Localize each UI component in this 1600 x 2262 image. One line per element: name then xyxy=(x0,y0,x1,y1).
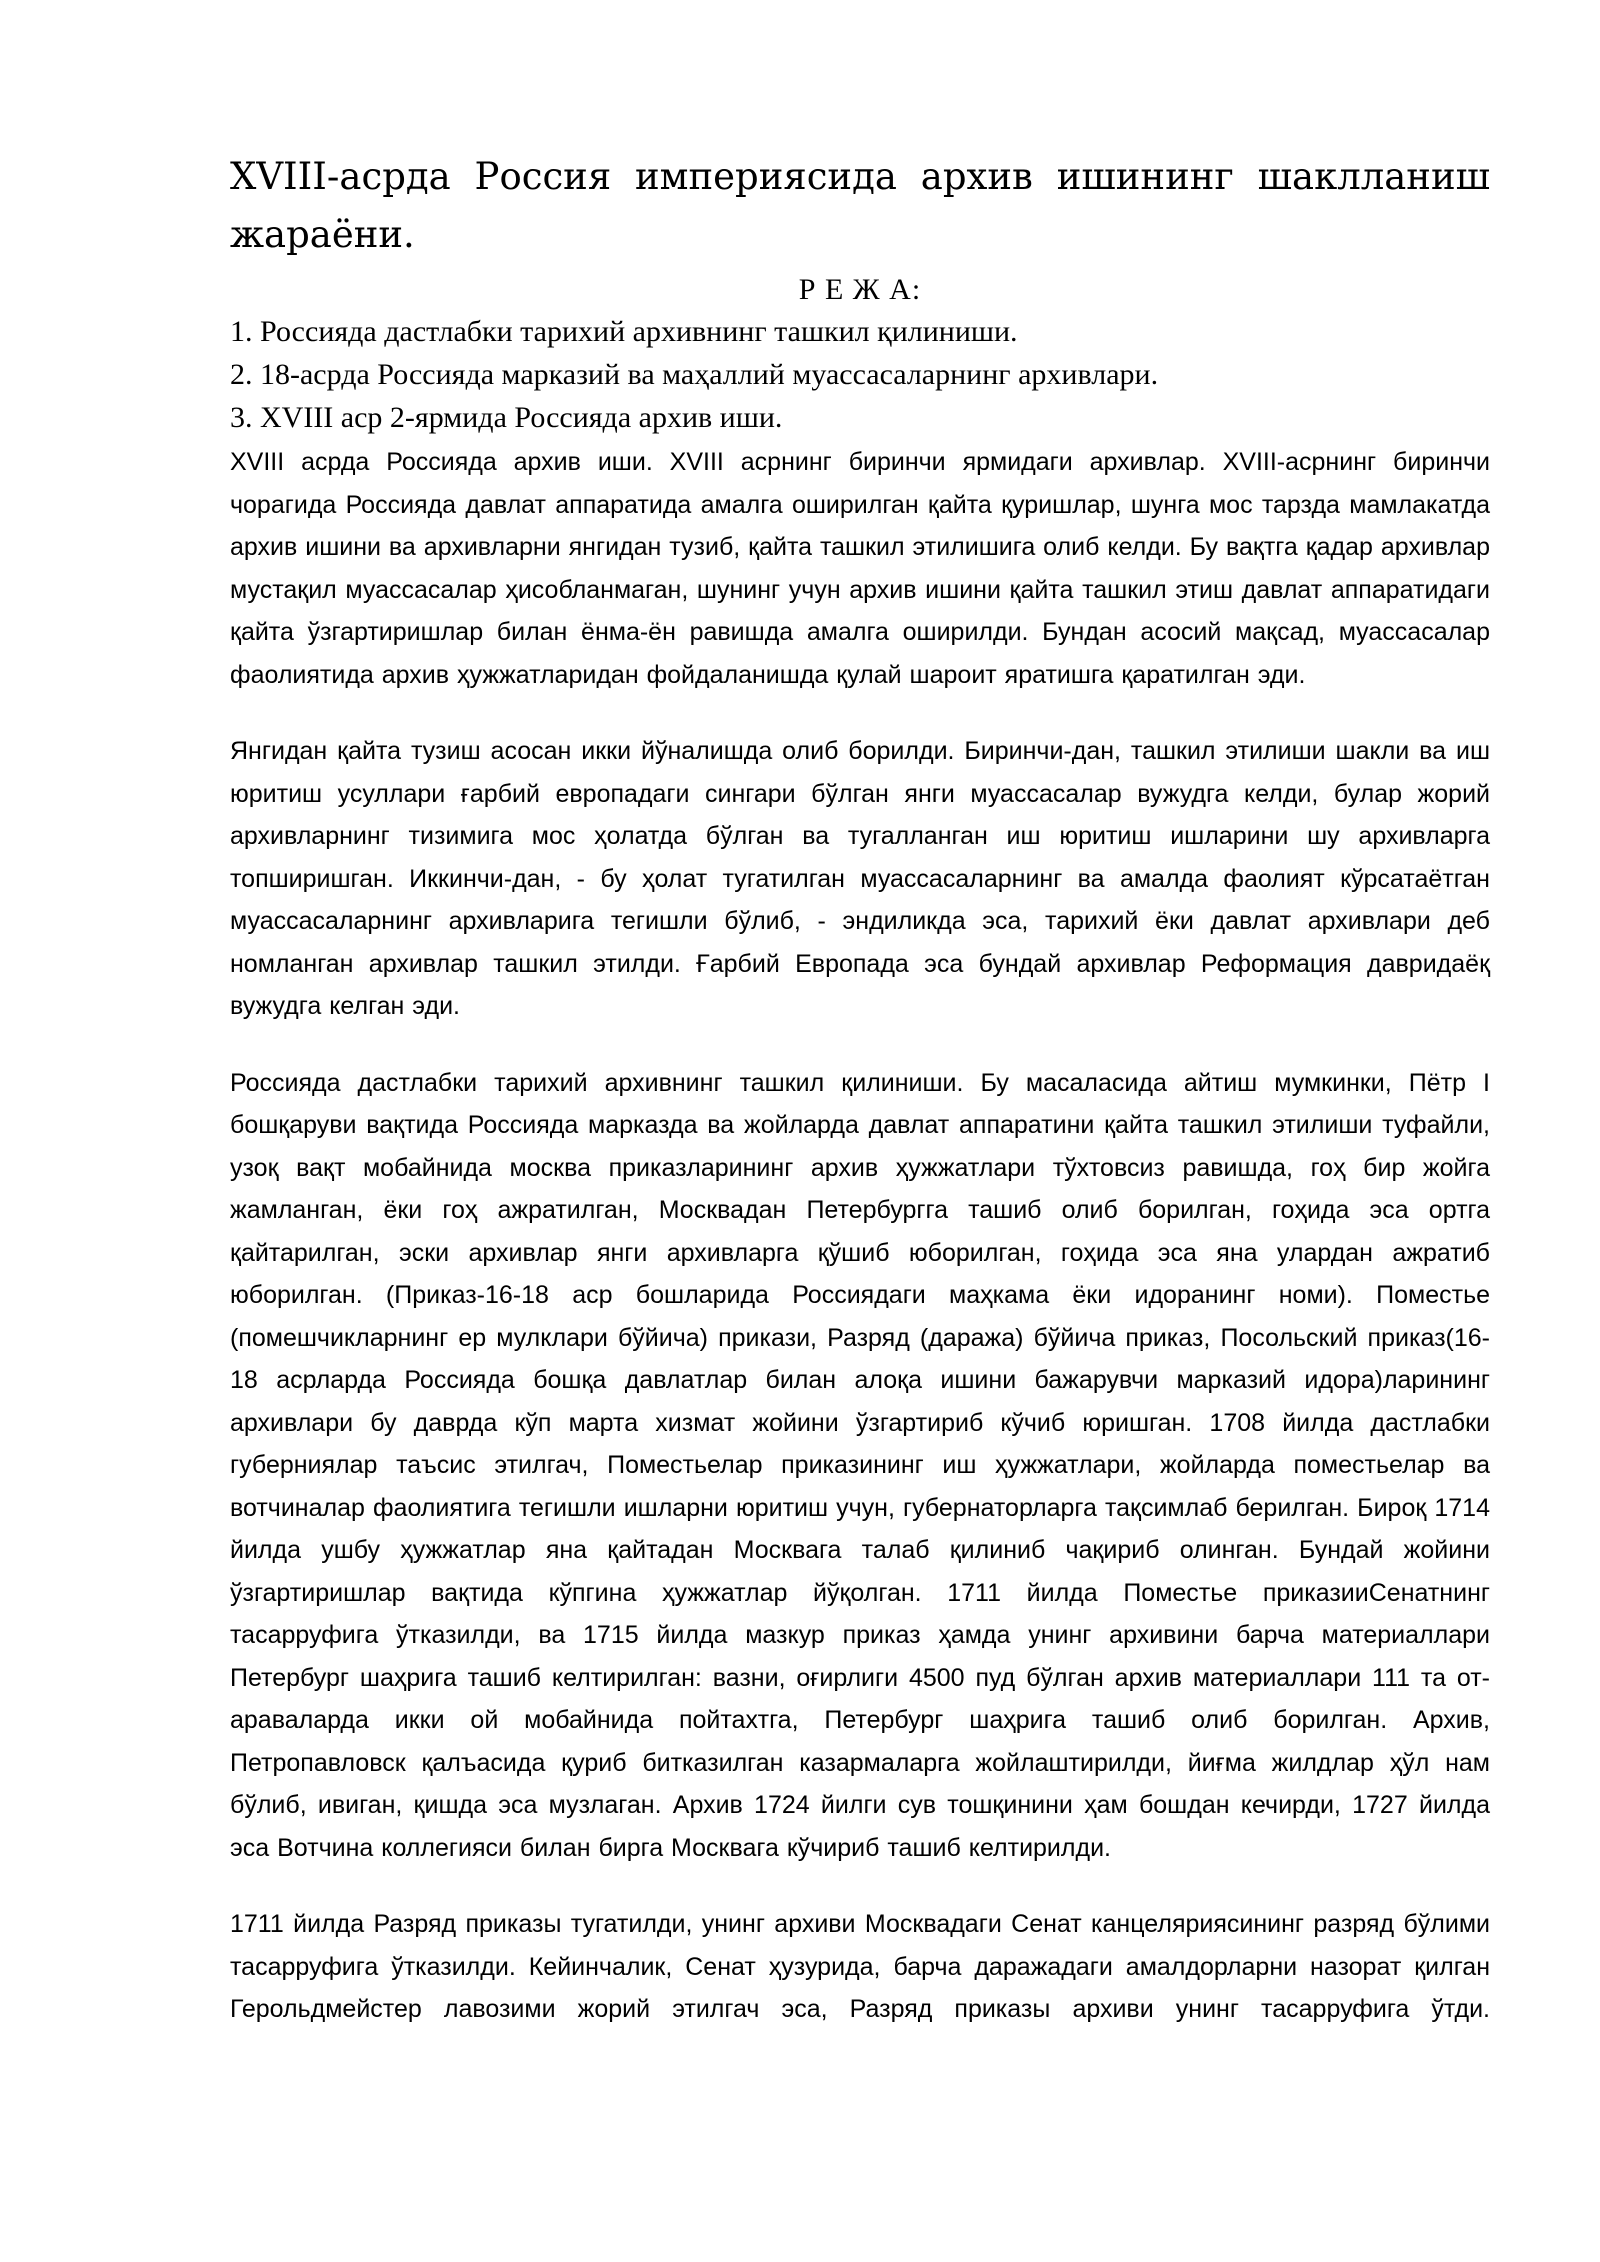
plan-item: 2. 18-асрда Россияда марказий ва маҳаллий муассасаларнинг архивлари. xyxy=(230,358,1159,391)
plan-list xyxy=(230,310,1490,439)
plan-item: 3. XVIII аср 2-ярмида Россияда архив иши. xyxy=(230,401,783,434)
paragraph: XVIII асрда Россияда архив иши. XVIII асрнинг биринчи ярмидаги архивлар. XVIII-асрнинг биринчи чорагида Россияда давлат аппаратида амалга оширилган қайта қуришлар, шунга мос тарзда мамлакатда архив ишини ва архивларни янгидан тузиб, қайта ташкил этилишига олиб келди. Бу вақтга қадар архивлар мустақил муассасалар ҳисобланмаган, шунинг учун архив ишини қайта ташкил этиш давлат аппаратидаги қайта ўзгартиришлар билан ёнма-ён равишда амалга оширилди. Бундан асосий мақсад, муассасалар фаолиятида архив ҳужжатларидан фойдаланишда қулай шароит яратишга қаратилган эди. xyxy=(230,448,1490,689)
plan-heading: Р Е Ж А: xyxy=(798,273,922,306)
paragraph: Россияда дастлабки тарихий архивнинг ташкил қилиниши. Бу масаласида айтиш мумкинки, Пётр I бошқаруви вақтида Россияда марказда ва жойларда давлат аппаратини қайта ташкил этилиши туфайли, узоқ вақт мобайнида москва приказларининг архив ҳужжатлари тўхтовсиз равишда, гоҳ бир жойга жамланган, ёки гоҳ ажратилган, Москвадан Петербургга ташиб олиб борилган, гоҳида эса ортга қайтарилган, эски архивлар янги архивларга қўшиб юборилган, гоҳида эса яна улардан ажратиб юборилган. (Приказ-16-18 аср бошларида Россиядаги маҳкама ёки идоранинг номи). Поместье (помешчикларнинг ер мулклари бўйича) прикази, Разряд (даража) бўйича приказ, Посольский приказ(16-18 асрларда Россияда бошқа давлатлар билан алоқа ишини бажарувчи марказий идора)ларининг архивлари бу даврда кўп марта хизмат жойини ўзгартириб кўчиб юришган. 1708 йилда дастлабки губерниялар таъсис этилгач, Поместьелар приказининг иш ҳужжатлари, жойларда поместьелар ва вотчиналар фаолиятига тегишли ишларни юритиш учун, губернаторларга тақсимлаб берилган. Бироқ 1714 йилда ушбу ҳужжатлар яна қайтадан Москвага талаб қилиниб чақириб олинган. Бундай жойини ўзгартиришлар вақтида кўпгина ҳужжатлар йўқолган. 1711 йилда Поместье приказииСенатнинг тасарруфига ўтказилди, ва 1715 йилда мазкур приказ ҳамда унинг архивини барча материаллари Петербург шаҳрига ташиб келтирилган: вазни, оғирлиги 4500 пуд бўлган архив материаллари 111 та от-араваларда икки ой мобайнида пойтахтга, Петербург шаҳрига ташиб олиб борилган. Архив, Петропавловск қалъасида қуриб битказилган казармаларга жойлаштирилди, йиғма жилдлар ҳўл нам бўлиб, ивиган, қишда эса музлаган. Архив 1724 йилги сув тошқинини ҳам бошдан кечирди, 1727 йилда эса Вотчина коллегияси билан бирга Москвага кўчириб ташиб келтирилди. xyxy=(230,1068,1490,1862)
paragraph: 1711 йилда Разряд приказы тугатилди, унинг архиви Москвадаги Сенат канцеляриясининг разряд бўлими тасарруфига ўтказилди. Кейинчалик, Сенат ҳузурида, барча даражадаги амалдорларни назорат қилган Герольдмейстер лавозими жорий этилгач эса, Разряд приказы архиви унинг тасарруфига ўтди. xyxy=(230,1910,1490,2023)
plan-item: 1. Россияда дастлабки тарихий архивнинг ташкил қилиниши. xyxy=(230,315,1018,348)
paragraph: Янгидан қайта тузиш асосан икки йўналишда олиб борилди. Биринчи-дан, ташкил этилиши шакли ва иш юритиш усуллари ғарбий европадаги сингари бўлган янги муассасалар вужудга келди, булар жорий архивларнинг тизимига мос ҳолатда бўлган ва тугалланган иш юритиш ишларини шу архивларга топширишган. Иккинчи-дан, - бу ҳолат тугатилган муассасаларнинг ва амалда фаолият кўрсатаётган муассасаларнинг архивларига тегишли бўлиб, - эндиликда эса, тарихий ёки давлат архивлари деб номланган архивлар ташкил этилди. Ғарбий Европада эса бундай архивлар Реформация давридаёқ вужудга келган эди. xyxy=(230,737,1490,1020)
document-body xyxy=(230,148,1490,2065)
document-title: XVIII-асрда Россия империясида архив ишининг шаклланиш жараёни. xyxy=(230,155,1490,256)
